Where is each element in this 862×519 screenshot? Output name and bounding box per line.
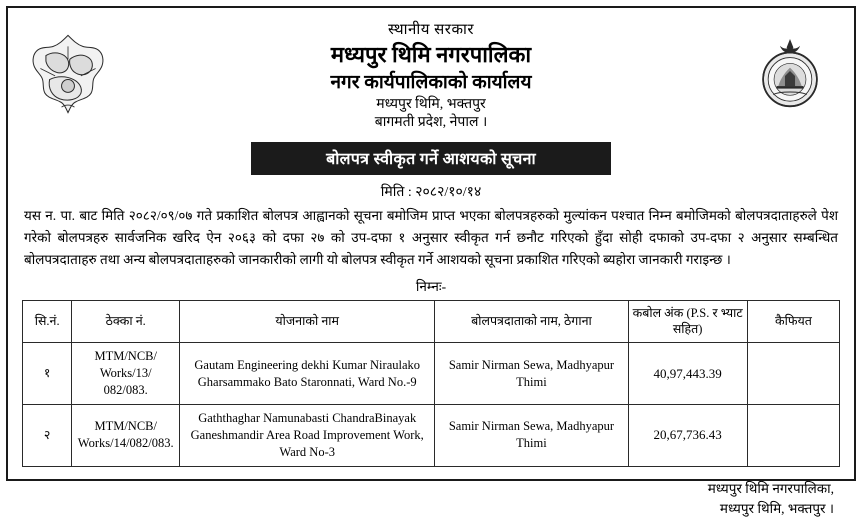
document-footer: [22, 479, 840, 519]
cell-amount: 20,67,736.43: [628, 404, 747, 466]
cell-remark: [747, 404, 839, 466]
notice-body-paragraph: यस न. पा. बाट मिति २०८२/०९/०७ गते प्रकाशित बोलपत्र आह्वानको सूचना बमोजिम प्राप्त भएका बोलपत्रहरुको मुल्यांकन पश्चात निम्न बमोजिमको बोलपत्रदाताहरुले पेश गरेको बोलपत्रहरु सार्वजनिक खरिद ऐन २०६३ को दफा २७ को उप-दफा १ अनुसार स्वीकृत गर्न छनौट गरिएको हुँदा सोही दफाको उप-दफा २ अनुसार सम्बन्धित बोलपत्रदाताहरु तथा अन्य बोलपत्रदाताहरुको जानकारीको लागी यो बोलपत्र स्वीकृत गर्ने आशयको सूचना प्रकाशित गरिएको ब्यहोरा जानकारी गराइन्छ ।: [24, 208, 838, 267]
cell-amount: 40,97,443.39: [628, 343, 747, 405]
cell-plan: Gautam Engineering dekhi Kumar Niraulako Gharsammako Bato Staronnati, Ward No.-9: [180, 343, 435, 405]
header-line-address: मध्यपुर थिमि, भक्तपुर: [376, 96, 486, 112]
header-line-municipality: मध्यपुर थिमि नगरपालिका: [330, 42, 532, 68]
footer-line-municipality: मध्यपुर थिमि नगरपालिका,: [707, 480, 834, 496]
title-block: [114, 18, 748, 133]
column-header-remark: कैफियत: [747, 300, 839, 343]
madhyapur-thimi-municipality-seal-icon: [748, 34, 840, 126]
bids-table: [22, 300, 840, 467]
nepal-government-emblem-icon: [22, 28, 114, 120]
column-header-sn: सि.नं.: [23, 300, 72, 343]
header-line-province: बागमती प्रदेश, नेपाल ।: [374, 115, 488, 131]
table-row: [23, 343, 840, 405]
column-header-plan: योजनाको नाम: [180, 300, 435, 343]
cell-contract: MTM/NCB/ Works/13/ 082/083.: [72, 343, 180, 405]
document-border-frame: [6, 6, 856, 516]
cell-sn: २: [23, 404, 72, 466]
notice-title-banner: बोलपत्र स्वीकृत गर्ने आशयको सूचना: [251, 142, 611, 175]
cell-bidder: Samir Nirman Sewa, Madhyapur Thimi: [435, 404, 628, 466]
footer-line-address: मध्यपुर थिमि, भक्तपुर ।: [719, 500, 834, 516]
cell-contract: MTM/NCB/ Works/14/082/083.: [72, 404, 180, 466]
nimna-label: निम्नः-: [415, 278, 447, 294]
notice-date: मिति : २०८२/१०/१४: [380, 185, 482, 200]
header-line-office: नगर कार्यपालिकाको कार्यालय: [330, 71, 532, 93]
column-header-amount: कबोल अंक (P.S. र भ्याट सहित): [628, 300, 747, 343]
table-row: [23, 404, 840, 466]
column-header-bidder: बोलपत्रदाताको नाम, ठेगाना: [435, 300, 628, 343]
header-line-local-government: स्थानीय सरकार: [388, 22, 474, 38]
cell-sn: १: [23, 343, 72, 405]
table-header-row: [23, 300, 840, 343]
cell-plan: Gaththaghar Namunabasti ChandraBinayak Ganeshmandir Area Road Improvement Work, Ward No-3: [180, 404, 435, 466]
cell-remark: [747, 343, 839, 405]
column-header-contract: ठेक्का नं.: [72, 300, 180, 343]
document-header: [22, 18, 840, 138]
cell-bidder: Samir Nirman Sewa, Madhyapur Thimi: [435, 343, 628, 405]
